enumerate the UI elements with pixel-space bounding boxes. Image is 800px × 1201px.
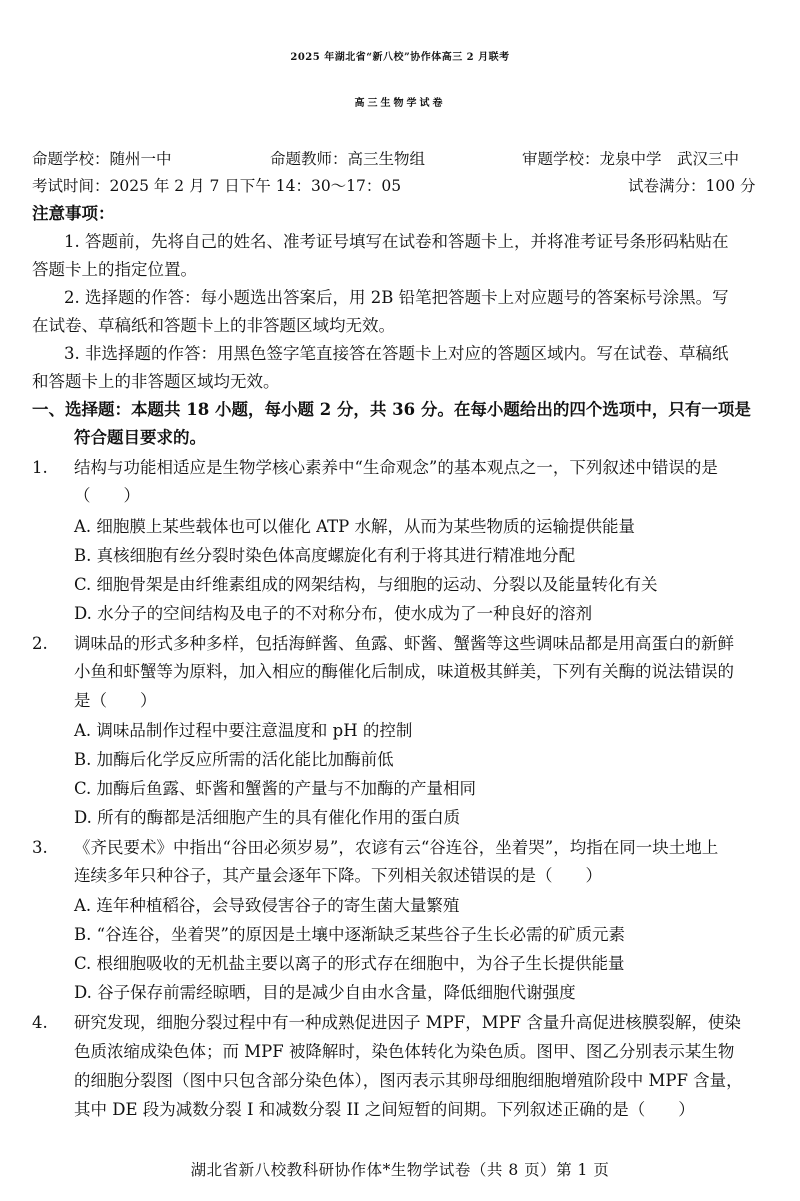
q2-option-c: C. 加酶后鱼露、虾酱和蟹酱的产量与不加酶的产量相同 [74,779,477,798]
q1-stem-line-2: （ ） [74,486,140,505]
q4-stem-line-3: 的细胞分裂图（图中只包含部分染色体），图丙表示其卵母细胞细胞增殖阶段中 MPF 含量， [74,1071,743,1090]
q1-option-b: B. 真核细胞有丝分裂时染色体高度螺旋化有利于将其进行精准地分配 [74,546,576,565]
q4-stem-line-4: 其中 DE 段为减数分裂 I 和减数分裂 II 之间短暂的间期。下列叙述正确的是（ ） [74,1100,695,1119]
meta-row-authors [32,147,772,171]
q4-stem-line-1: 研究发现，细胞分裂过程中有一种成熟促进因子 MPF，MPF 含量升高促进核膜裂解，使染 [74,1013,741,1032]
q2-option-a: A. 调味品制作过程中要注意温度和 pH 的控制 [74,721,413,740]
section-heading-line-2: 符合题目要求的。 [74,428,206,447]
school-label: 命题学校：随州一中 [32,150,172,168]
q3-option-a: A. 连年种植稻谷，会导致侵害谷子的寄生菌大量繁殖 [74,896,460,915]
q1-option-c: C. 细胞骨架是由纤维素组成的网架结构，与细胞的运动、分裂以及能量转化有关 [74,575,658,594]
q4-stem-line-2: 色质浓缩成染色体；而 MPF 被降解时，染色体转化为染色质。图甲、图乙分别表示某生物 [74,1042,735,1061]
q3-number: 3. [32,838,48,857]
score-label: 试卷满分：100 分 [628,177,756,195]
q3-stem-line-2: 连续多年只种谷子，其产量会逐年下降。下列相关叙述错误的是（ ） [74,866,602,885]
exam-subtitle: 高三生物学试卷 [354,98,446,109]
note-2-line-1: 2. 选择题的作答：每小题选出答案后，用 2B 铅笔把答题卡上对应题号的答案标号涂黑。写 [64,288,729,307]
q4-number: 4. [32,1013,48,1032]
q3-option-b: B. “谷连谷，坐着哭”的原因是土壤中逐渐缺乏某些谷子生长必需的矿质元素 [74,925,625,944]
q3-option-d: D. 谷子保存前需经晾晒，目的是减少自由水含量，降低细胞代谢强度 [74,983,576,1002]
note-1-line-1: 1. 答题前，先将自己的姓名、准考证号填写在试卷和答题卡上，并将准考证号条形码粘贴在 [64,232,729,251]
q3-stem-line-1: 《齐民要术》中指出“谷田必须岁易”，农谚有云“谷连谷，坐着哭”，均指在同一块土地上 [74,838,719,857]
note-3-line-1: 3. 非选择题的作答：用黑色签字笔直接答在答题卡上对应的答题区域内。写在试卷、草稿纸 [64,344,729,363]
time-label: 考试时间：2025 年 2 月 7 日下午 14：30～17：05 [32,177,402,195]
exam-title: 2025 年湖北省“新八校”协作体高三 2 月联考 [290,52,510,63]
q2-stem-line-3: 是（ ） [74,691,157,710]
q3-option-c: C. 根细胞吸收的无机盐主要以离子的形式存在细胞中，为谷子生长提供能量 [74,954,625,973]
q2-stem-line-2: 小鱼和虾蟹等为原料，加入相应的酶催化后制成，味道极其鲜美，下列有关酶的说法错误的 [74,662,734,681]
q1-option-a: A. 细胞膜上某些载体也可以催化 ATP 水解，从而为某些物质的运输提供能量 [74,517,636,536]
q2-option-b: B. 加酶后化学反应所需的活化能比加酶前低 [74,750,394,769]
q1-option-d: D. 水分子的空间结构及电子的不对称分布，使水成为了一种良好的溶剂 [74,604,593,623]
review-label: 审题学校：龙泉中学 武汉三中 [522,150,740,168]
meta-row-time [32,174,772,198]
page-footer: 湖北省新八校教科研协作体*生物学试卷（共 8 页）第 1 页 [190,1161,610,1179]
teacher-label: 命题教师：高三生物组 [270,150,426,168]
q2-option-d: D. 所有的酶都是活细胞产生的具有催化作用的蛋白质 [74,808,461,827]
q2-number: 2. [32,634,48,653]
q2-stem-line-1: 调味品的形式多种多样，包括海鲜酱、鱼露、虾酱、蟹酱等这些调味品都是用高蛋白的新鲜 [74,634,734,653]
q1-number: 1. [32,458,48,477]
q1-stem-line-1: 结构与功能相适应是生物学核心素养中“生命观念”的基本观点之一，下列叙述中错误的是 [74,458,718,477]
notes-heading: 注意事项： [32,204,115,223]
section-heading-line-1: 一、选择题：本题共 18 小题，每小题 2 分，共 36 分。在每小题给出的四个选项中，只有一项是 [32,400,751,419]
note-2-line-2: 在试卷、草稿纸和答题卡上的非答题区域均无效。 [32,316,395,335]
note-1-line-2: 答题卡上的指定位置。 [32,260,197,279]
note-3-line-2: 和答题卡上的非答题区域均无效。 [32,372,280,391]
